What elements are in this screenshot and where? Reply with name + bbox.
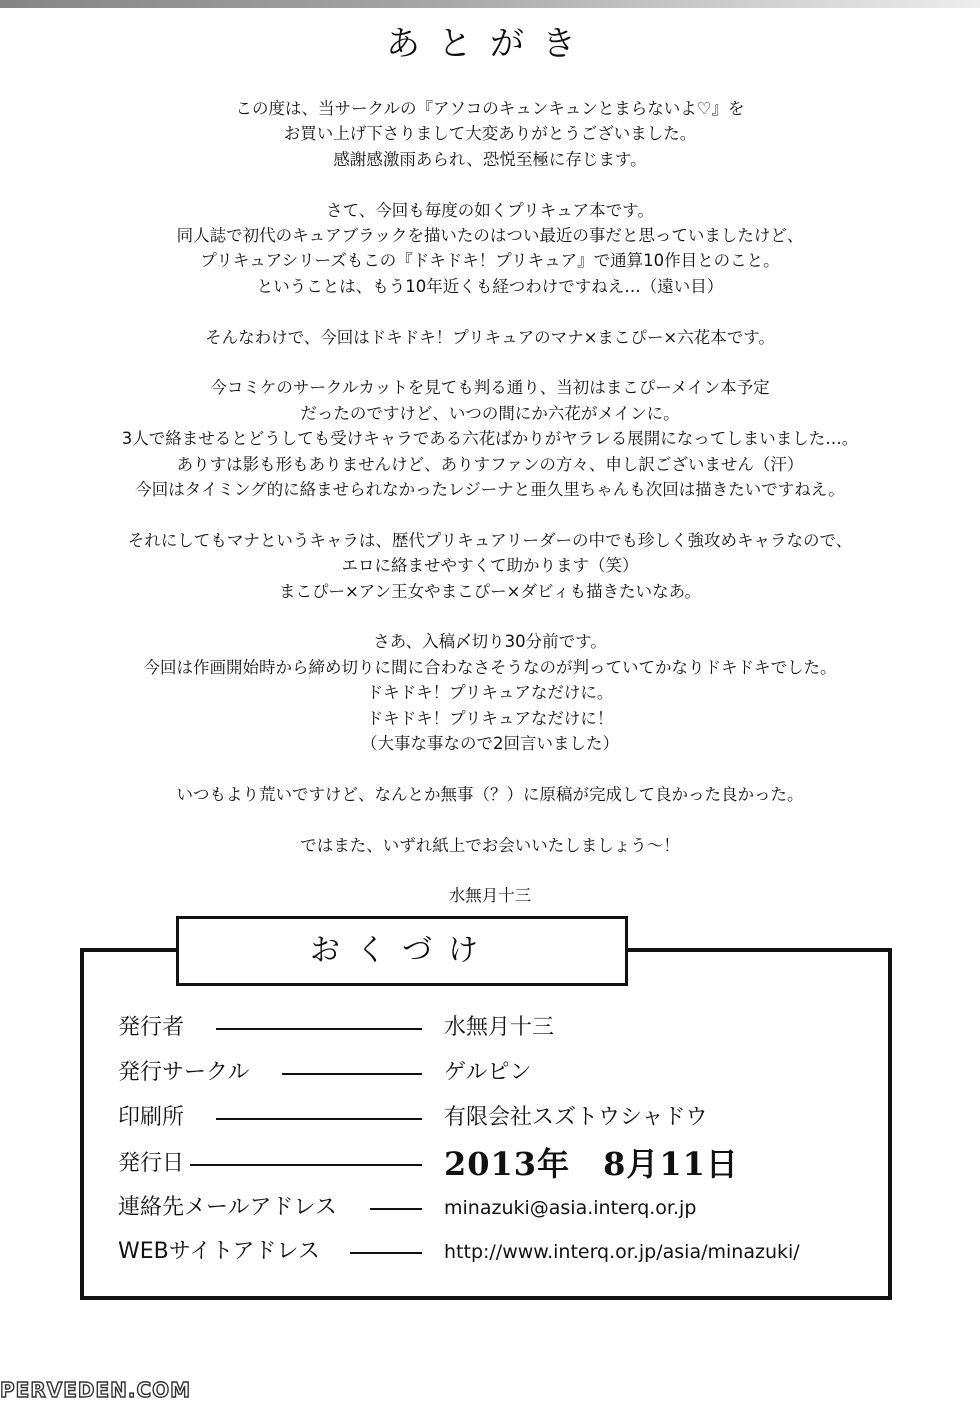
- colophon-title: おくづけ: [310, 933, 494, 968]
- colophon-value: 水無月十三: [444, 1015, 555, 1040]
- afterword-line: さあ、入稿〆切り30分前です。: [373, 632, 607, 652]
- leader-rule: [190, 1164, 422, 1166]
- leader-rule: [282, 1073, 422, 1075]
- colophon-label: WEBサイトアドレス: [118, 1239, 320, 1264]
- colophon-row-printer: [118, 1101, 878, 1135]
- publish-date: 2013年 8月11日: [444, 1145, 739, 1183]
- colophon-label: 連絡先メールアドレス: [118, 1195, 337, 1220]
- leader-rule: [370, 1208, 422, 1210]
- afterword-line: お買い上げ下さりまして大変ありがとうございました。: [283, 124, 697, 144]
- afterword-line: ドキドキ！プリキュアなだけに。: [366, 683, 614, 703]
- afterword-paragraph: [0, 833, 980, 858]
- afterword-paragraph: [0, 528, 980, 604]
- colophon-row-website: [118, 1235, 878, 1269]
- colophon-row-publisher: [118, 1011, 878, 1045]
- leader-rule: [216, 1118, 422, 1120]
- afterword-line: 3人で絡ませるとどうしても受けキャラである六花ばかりがヤラレる展開になってしまいました…。: [121, 429, 859, 449]
- afterword-line: それにしてもマナというキャラは、歴代プリキュアリーダーの中でも珍しく強攻めキャラなので、: [127, 530, 853, 550]
- afterword-paragraph: [0, 96, 980, 172]
- afterword-title: あとがき: [386, 24, 594, 64]
- afterword-line: ドキドキ！プリキュアなだけに！: [366, 708, 614, 728]
- leader-rule: [350, 1252, 422, 1254]
- afterword-line: 同人誌で初代のキュアブラックを描いたのはつい最近の事だと思っていましたけど、: [176, 226, 804, 246]
- colophon-label: 発行者: [118, 1015, 185, 1040]
- author-signature: 水無月十三: [448, 886, 532, 906]
- afterword-line: （大事な事なので2回言いました）: [361, 734, 619, 754]
- afterword-line: この度は、当サークルの『アソコのキュンキュンとまらないよ♡』を: [235, 99, 745, 118]
- afterword-line: ということは、もう10年近くも経つわけですねえ…（遠い目）: [256, 276, 724, 296]
- colophon-label: 印刷所: [118, 1105, 185, 1130]
- afterword-line: 今回は作画開始時から締め切りに間に合わなさそうなのが判っていてかなりドキドキでした。: [143, 657, 837, 677]
- colophon-label: 発行日: [118, 1151, 185, 1176]
- afterword-line: プリキュアシリーズもこの『ドキドキ！プリキュア』で通算10作目とのこと。: [200, 251, 780, 271]
- afterword-line: 今コミケのサークルカットを見ても判る通り、当初はまこぴーメイン本予定: [210, 378, 770, 398]
- colophon-row-circle: [118, 1056, 878, 1090]
- website-url: http://www.interq.or.jp/asia/minazuki/: [444, 1241, 800, 1263]
- leader-rule: [216, 1028, 422, 1030]
- afterword-line: そんなわけで、今回はドキドキ！プリキュアのマナ×まこぴー×六花本です。: [205, 327, 775, 347]
- afterword-paragraph: [0, 198, 980, 300]
- afterword-line: エロに絡ませやすくて助かります（笑）: [341, 556, 639, 576]
- afterword-paragraph: [0, 629, 980, 756]
- contact-email: minazuki@asia.interq.or.jp: [444, 1197, 697, 1219]
- colophon-value: 有限会社スズトウシャドウ: [444, 1105, 708, 1130]
- colophon-row-email: [118, 1191, 878, 1225]
- afterword-signature: [0, 883, 980, 908]
- afterword-line: さて、今回も毎度の如くプリキュア本です。: [326, 200, 654, 220]
- afterword-line: いつもより荒いですけど、なんとか無事（？）に原稿が完成して良かった良かった。: [176, 784, 804, 804]
- colophon-label: 発行サークル: [118, 1060, 250, 1085]
- scan-top-strip: [0, 0, 980, 8]
- afterword-line: まこぴー×アン王女やまこぴー×ダビィも描きたいなあ。: [278, 581, 701, 601]
- afterword-line: ありすは影も形もありませんけど、ありすファンの方々、申し訳ございません（汗）: [176, 454, 804, 474]
- afterword-line: ではまた、いずれ紙上でお会いいたしましょう～！: [300, 835, 680, 855]
- site-watermark: PERVEDEN.COM: [0, 1378, 192, 1402]
- afterword-body: [0, 96, 980, 934]
- afterword-paragraph: [0, 375, 980, 502]
- afterword-paragraph: [0, 782, 980, 807]
- colophon-row-date: [118, 1147, 878, 1181]
- afterword-line: 今回はタイミング的に絡ませられなかったレジーナと亜久里ちゃんも次回は描きたいですねえ。: [135, 480, 845, 500]
- colophon-value: ゲルピン: [444, 1060, 532, 1085]
- afterword-line: 感謝感激雨あられ、恐悦至極に存じます。: [333, 149, 647, 169]
- afterword-line: だったのですけど、いつの間にか六花がメインに。: [300, 403, 680, 423]
- colophon-title-frame: [176, 916, 628, 986]
- afterword-paragraph: [0, 325, 980, 350]
